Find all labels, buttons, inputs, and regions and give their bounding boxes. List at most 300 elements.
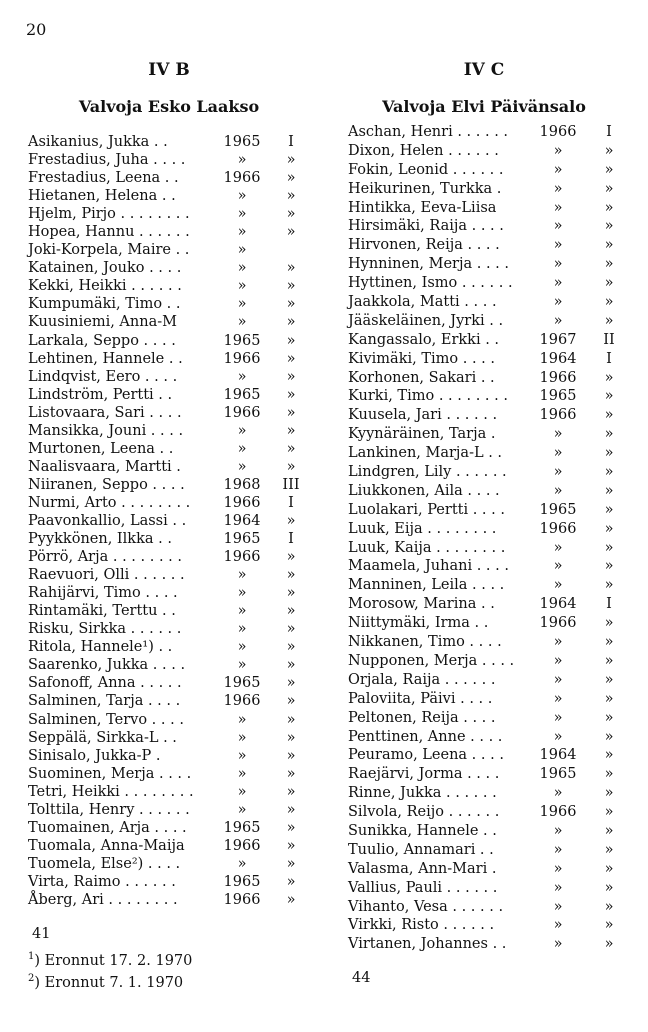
student-name: Paloviita, Päivi . . . . <box>348 690 493 707</box>
student-name: Aschan, Henri . . . . . . <box>348 124 509 140</box>
student-name: Jääskeläinen, Jyrki . . <box>348 312 504 329</box>
student-row <box>28 241 310 259</box>
grade-mark: » <box>604 747 614 764</box>
birth-year: » <box>553 464 563 481</box>
student-name: Tuomala, Anna-Maija <box>28 837 185 854</box>
student-name: Asikanius, Jukka . . <box>28 134 168 150</box>
grade-mark: » <box>604 445 614 462</box>
grade-mark: » <box>286 639 296 656</box>
birth-year: » <box>237 621 247 638</box>
student-row <box>28 440 310 458</box>
grade-mark: » <box>286 188 296 205</box>
student-name: Maamela, Juhani . . . . <box>348 558 509 575</box>
grade-mark: » <box>286 512 296 529</box>
grade-mark: » <box>604 766 614 783</box>
student-row <box>348 614 620 633</box>
student-name: Tuulio, Annamari . . <box>348 841 494 858</box>
birth-year: 1964 <box>539 596 577 613</box>
student-row <box>28 494 310 512</box>
grade-mark: » <box>604 841 614 858</box>
birth-year: » <box>553 312 563 329</box>
student-row <box>348 142 620 161</box>
grade-mark: » <box>604 180 614 197</box>
student-row <box>348 444 620 463</box>
student-row <box>28 819 310 837</box>
grade-mark: » <box>604 218 614 235</box>
student-name: Luuk, Kaija . . . . . . . . <box>348 539 506 556</box>
student-row <box>28 891 310 909</box>
birth-year: 1968 <box>223 476 261 493</box>
birth-year: 1966 <box>223 837 261 854</box>
birth-year: » <box>553 841 563 858</box>
birth-year: » <box>553 199 563 216</box>
student-row <box>28 350 310 368</box>
student-row <box>28 566 310 584</box>
student-row <box>28 729 310 747</box>
teacher-heading: Valvoja Esko Laakso <box>78 97 260 116</box>
student-name: Virkki, Risto . . . . . . <box>348 917 495 934</box>
birth-year: » <box>553 785 563 802</box>
grade-mark: » <box>286 422 296 439</box>
student-row <box>28 223 310 241</box>
student-name: Joki-Korpela, Maire . . <box>28 242 190 259</box>
birth-year: » <box>237 188 247 205</box>
student-name: Jaakkola, Matti . . . . <box>348 294 497 311</box>
student-name: Silvola, Reijo . . . . . . <box>348 804 500 821</box>
birth-year: 1964 <box>539 747 577 764</box>
student-name: Dixon, Helen . . . . . . <box>348 142 499 159</box>
birth-year: 1966 <box>223 891 261 908</box>
grade-mark: » <box>604 407 614 424</box>
grade-mark: » <box>604 464 614 481</box>
grade-mark: I <box>606 124 612 140</box>
birth-year: » <box>237 152 247 169</box>
student-total: 44 <box>352 970 371 986</box>
student-row <box>28 548 310 566</box>
student-name: Listovaara, Sari . . . . <box>28 404 182 421</box>
student-name: Hopea, Hannu . . . . . . <box>28 224 190 241</box>
student-row <box>28 656 310 674</box>
student-row <box>348 784 620 803</box>
student-name: Sunikka, Hannele . . <box>348 822 497 839</box>
student-name: Risku, Sirkka . . . . . . <box>28 621 182 638</box>
student-name: Mansikka, Jouni . . . . <box>28 422 184 439</box>
student-row <box>348 217 620 236</box>
student-row <box>28 386 310 404</box>
student-name: Hintikka, Eeva-Liisa <box>348 199 497 216</box>
student-row <box>348 387 620 406</box>
grade-mark: » <box>604 275 614 292</box>
student-row <box>348 293 620 312</box>
birth-year: » <box>553 728 563 745</box>
birth-year: » <box>237 224 247 241</box>
footnote: $^2$) Eronnut 7. 1. 1970 <box>28 973 184 991</box>
student-row <box>348 860 620 879</box>
birth-year: 1966 <box>223 404 261 421</box>
student-name: Kangassalo, Erkki . . <box>348 331 500 348</box>
student-row <box>348 803 620 822</box>
birth-year: » <box>237 585 247 602</box>
student-row <box>348 274 620 293</box>
student-list <box>348 123 620 954</box>
footnotes <box>28 946 192 990</box>
grade-mark: » <box>604 615 614 632</box>
student-name: Hietanen, Helena . . <box>28 188 176 205</box>
student-name: Raejärvi, Jorma . . . . <box>348 766 500 783</box>
student-name: Niittymäki, Irma . . <box>348 615 489 632</box>
student-row <box>28 205 310 223</box>
grade-mark: » <box>604 161 614 178</box>
grade-mark: III <box>282 476 300 493</box>
birth-year: » <box>237 765 247 782</box>
grade-mark: I <box>606 596 612 613</box>
grade-mark: I <box>288 494 294 511</box>
student-name: Pörrö, Arja . . . . . . . . <box>28 549 182 566</box>
student-row <box>28 313 310 331</box>
student-name: Kyynäräinen, Tarja . <box>348 426 496 443</box>
grade-mark: » <box>604 671 614 688</box>
student-name: Kumpumäki, Timo . . <box>28 296 181 313</box>
grade-mark: » <box>286 603 296 620</box>
grade-mark: » <box>286 296 296 313</box>
grade-mark: » <box>286 621 296 638</box>
birth-year: 1966 <box>539 124 577 140</box>
grade-mark: » <box>604 652 614 669</box>
grade-mark: » <box>604 539 614 556</box>
student-name: Nikkanen, Timo . . . . <box>348 634 502 651</box>
student-row <box>348 539 620 558</box>
student-name: Seppälä, Sirkka-L . . <box>28 729 177 746</box>
birth-year: 1966 <box>223 549 261 566</box>
birth-year: » <box>553 445 563 462</box>
grade-mark: » <box>604 728 614 745</box>
student-name: Peuramo, Leena . . . . <box>348 747 504 764</box>
student-row <box>28 151 310 169</box>
student-name: Virta, Raimo . . . . . . <box>28 873 176 890</box>
student-row <box>348 180 620 199</box>
student-name: Frestadius, Leena . . <box>28 170 179 187</box>
student-row <box>348 709 620 728</box>
birth-year: » <box>237 458 247 475</box>
student-name: Tuomainen, Arja . . . . <box>28 819 187 836</box>
grade-mark: » <box>604 785 614 802</box>
student-name: Niiranen, Seppo . . . . <box>28 476 185 493</box>
grade-mark: » <box>286 729 296 746</box>
grade-mark: » <box>286 693 296 710</box>
student-name: Frestadius, Juha . . . . <box>28 152 186 169</box>
birth-year: 1966 <box>539 369 577 386</box>
birth-year: 1965 <box>223 134 261 150</box>
student-name: Nurmi, Arto . . . . . . . . <box>28 494 191 511</box>
birth-year: » <box>553 822 563 839</box>
birth-year: » <box>553 634 563 651</box>
grade-mark: » <box>286 404 296 421</box>
grade-mark: I <box>606 350 612 367</box>
birth-year: » <box>237 855 247 872</box>
student-row <box>348 746 620 765</box>
student-row <box>348 199 620 218</box>
student-row <box>28 332 310 350</box>
student-name: Kurki, Timo . . . . . . . . <box>348 388 508 405</box>
student-row <box>28 747 310 765</box>
student-row <box>28 692 310 710</box>
birth-year: » <box>237 783 247 800</box>
student-name: Raevuori, Olli . . . . . . <box>28 567 185 584</box>
grade-mark: » <box>286 224 296 241</box>
student-name: Heikurinen, Turkka . <box>348 180 502 197</box>
student-name: Pyykkönen, Ilkka . . <box>28 531 172 548</box>
birth-year: 1967 <box>539 331 577 348</box>
student-name: Rinne, Jukka . . . . . . <box>348 785 497 802</box>
student-name: Ritola, Hannele¹) . . <box>28 639 173 656</box>
grade-mark: » <box>604 388 614 405</box>
grade-mark: » <box>604 520 614 537</box>
student-name: Valasma, Ann-Mari . <box>348 860 497 877</box>
student-row <box>348 841 620 860</box>
birth-year: » <box>553 180 563 197</box>
birth-year: » <box>553 142 563 159</box>
birth-year: 1966 <box>539 407 577 424</box>
student-row <box>348 123 620 142</box>
grade-mark: » <box>286 801 296 818</box>
student-row <box>348 312 620 331</box>
birth-year: » <box>237 440 247 457</box>
birth-year: » <box>553 936 563 953</box>
grade-mark: » <box>604 860 614 877</box>
student-name: Larkala, Seppo . . . . <box>28 332 176 349</box>
grade-mark: » <box>286 170 296 187</box>
grade-mark: » <box>604 936 614 953</box>
grade-mark: » <box>286 675 296 692</box>
student-name: Paavonkallio, Lassi . . <box>28 512 187 529</box>
student-row <box>348 255 620 274</box>
birth-year: » <box>553 879 563 896</box>
teacher-heading: Valvoja Elvi Päivänsalo <box>382 97 586 116</box>
student-name: Rintamäki, Terttu . . <box>28 603 176 620</box>
birth-year: 1966 <box>223 170 261 187</box>
grade-mark: » <box>286 819 296 836</box>
grade-mark: » <box>286 332 296 349</box>
grade-mark: » <box>286 567 296 584</box>
birth-year: 1966 <box>539 804 577 821</box>
student-row <box>28 476 310 494</box>
grade-mark: » <box>286 657 296 674</box>
birth-year: 1964 <box>223 512 261 529</box>
grade-mark: » <box>604 142 614 159</box>
student-row <box>28 259 310 277</box>
grade-mark: I <box>288 531 294 548</box>
student-row <box>28 133 310 151</box>
grade-mark: » <box>286 783 296 800</box>
student-row <box>28 277 310 295</box>
student-name: Katainen, Jouko . . . . <box>28 260 182 277</box>
grade-mark: » <box>604 577 614 594</box>
student-total: 41 <box>32 926 51 942</box>
grade-mark: » <box>286 440 296 457</box>
student-row <box>348 690 620 709</box>
student-row <box>28 169 310 187</box>
student-row <box>348 822 620 841</box>
student-name: Hirsimäki, Raija . . . . <box>348 218 504 235</box>
student-name: Murtonen, Leena . . <box>28 440 174 457</box>
grade-mark: » <box>286 368 296 385</box>
student-row <box>28 295 310 313</box>
grade-mark: » <box>286 711 296 728</box>
birth-year: » <box>237 567 247 584</box>
grade-mark: » <box>604 804 614 821</box>
birth-year: » <box>553 690 563 707</box>
student-name: Lindgren, Lily . . . . . . <box>348 464 507 481</box>
grade-mark: » <box>286 386 296 403</box>
birth-year: » <box>237 603 247 620</box>
birth-year: 1965 <box>539 501 577 518</box>
page-number: 20 <box>26 20 47 39</box>
student-name: Åberg, Ari . . . . . . . . <box>28 891 178 908</box>
student-row <box>28 620 310 638</box>
grade-mark: » <box>604 822 614 839</box>
grade-mark: » <box>604 369 614 386</box>
birth-year: » <box>553 161 563 178</box>
birth-year: 1965 <box>223 873 261 890</box>
grade-mark: » <box>604 256 614 273</box>
student-row <box>348 916 620 935</box>
birth-year: » <box>553 237 563 254</box>
student-row <box>28 512 310 530</box>
birth-year: » <box>237 206 247 223</box>
birth-year: » <box>553 294 563 311</box>
birth-year: » <box>237 747 247 764</box>
student-name: Hirvonen, Reija . . . . <box>348 237 500 254</box>
footnote: $^1$) Eronnut 17. 2. 1970 <box>28 951 193 969</box>
grade-mark: » <box>286 278 296 295</box>
student-name: Tetri, Heikki . . . . . . . . <box>28 783 194 800</box>
grade-mark: » <box>604 879 614 896</box>
birth-year: » <box>237 260 247 277</box>
grade-mark: » <box>286 152 296 169</box>
student-name: Peltonen, Reija . . . . <box>348 709 496 726</box>
birth-year: » <box>237 729 247 746</box>
student-name: Luuk, Eija . . . . . . . . <box>348 520 497 537</box>
birth-year: » <box>237 657 247 674</box>
birth-year: 1965 <box>223 531 261 548</box>
birth-year: » <box>553 218 563 235</box>
student-row <box>348 671 620 690</box>
student-name: Kekki, Heikki . . . . . . <box>28 278 182 295</box>
student-name: Orjala, Raija . . . . . . <box>348 671 496 688</box>
grade-mark: » <box>286 747 296 764</box>
student-name: Lindqvist, Eero . . . . <box>28 368 178 385</box>
student-name: Morosow, Marina . . <box>348 596 495 613</box>
birth-year: 1966 <box>223 494 261 511</box>
grade-mark: » <box>286 549 296 566</box>
student-name: Kuusiniemi, Anna-M <box>28 314 177 331</box>
student-name: Manninen, Leila . . . . <box>348 577 505 594</box>
grade-mark: » <box>604 199 614 216</box>
student-row <box>348 161 620 180</box>
birth-year: » <box>237 711 247 728</box>
student-name: Saarenko, Jukka . . . . <box>28 657 186 674</box>
grade-mark: » <box>604 709 614 726</box>
birth-year: 1965 <box>223 675 261 692</box>
grade-mark: » <box>604 917 614 934</box>
grade-mark: » <box>604 312 614 329</box>
student-name: Liukkonen, Aila . . . . <box>348 482 500 499</box>
student-row <box>28 458 310 476</box>
student-row <box>348 331 620 350</box>
birth-year: 1965 <box>223 332 261 349</box>
grade-mark: » <box>286 260 296 277</box>
birth-year: » <box>237 296 247 313</box>
student-name: Lankinen, Marja-L . . <box>348 445 503 462</box>
student-row <box>348 728 620 747</box>
class-heading: IV C <box>463 60 505 80</box>
student-name: Nupponen, Merja . . . . <box>348 652 515 669</box>
birth-year: » <box>553 652 563 669</box>
student-name: Hyttinen, Ismo . . . . . . <box>348 275 513 292</box>
grade-mark: » <box>286 873 296 890</box>
student-row <box>28 873 310 891</box>
grade-mark: » <box>286 458 296 475</box>
student-name: Korhonen, Sakari . . <box>348 369 495 386</box>
birth-year: » <box>237 368 247 385</box>
student-row <box>28 368 310 386</box>
class-heading: IV B <box>148 60 190 80</box>
student-name: Safonoff, Anna . . . . . <box>28 675 182 692</box>
birth-year: » <box>237 639 247 656</box>
student-row <box>28 602 310 620</box>
student-row <box>28 837 310 855</box>
birth-year: » <box>553 860 563 877</box>
student-name: Penttinen, Anne . . . . <box>348 728 503 745</box>
student-row <box>28 530 310 548</box>
birth-year: » <box>553 917 563 934</box>
grade-mark: » <box>604 690 614 707</box>
student-row <box>348 236 620 255</box>
student-name: Luolakari, Pertti . . . . <box>348 501 505 518</box>
student-row <box>28 404 310 422</box>
student-name: Naalisvaara, Martti . <box>28 458 181 475</box>
birth-year: » <box>237 422 247 439</box>
student-name: Rahijärvi, Timo . . . . <box>28 585 178 602</box>
grade-mark: » <box>286 585 296 602</box>
grade-mark: » <box>286 206 296 223</box>
student-row <box>348 350 620 369</box>
student-row <box>348 765 620 784</box>
birth-year: 1965 <box>223 386 261 403</box>
birth-year: » <box>553 426 563 443</box>
student-name: Sinisalo, Jukka-P . <box>28 747 161 764</box>
student-row <box>348 879 620 898</box>
grade-mark: » <box>604 501 614 518</box>
grade-mark: » <box>286 314 296 331</box>
student-name: Salminen, Tarja . . . . <box>28 693 181 710</box>
birth-year: 1965 <box>539 766 577 783</box>
student-row <box>348 425 620 444</box>
grade-mark: » <box>286 855 296 872</box>
student-row <box>348 369 620 388</box>
student-row <box>28 783 310 801</box>
student-name: Vallius, Pauli . . . . . . <box>348 879 498 896</box>
birth-year: » <box>553 558 563 575</box>
student-row <box>348 935 620 954</box>
grade-mark: » <box>286 891 296 908</box>
birth-year: 1964 <box>539 350 577 367</box>
student-name: Kuusela, Jari . . . . . . <box>348 407 498 424</box>
student-name: Tuomela, Else²) . . . . <box>28 855 181 872</box>
student-name: Fokin, Leonid . . . . . . <box>348 161 504 178</box>
student-name: Suominen, Merja . . . . <box>28 765 192 782</box>
birth-year: » <box>553 539 563 556</box>
